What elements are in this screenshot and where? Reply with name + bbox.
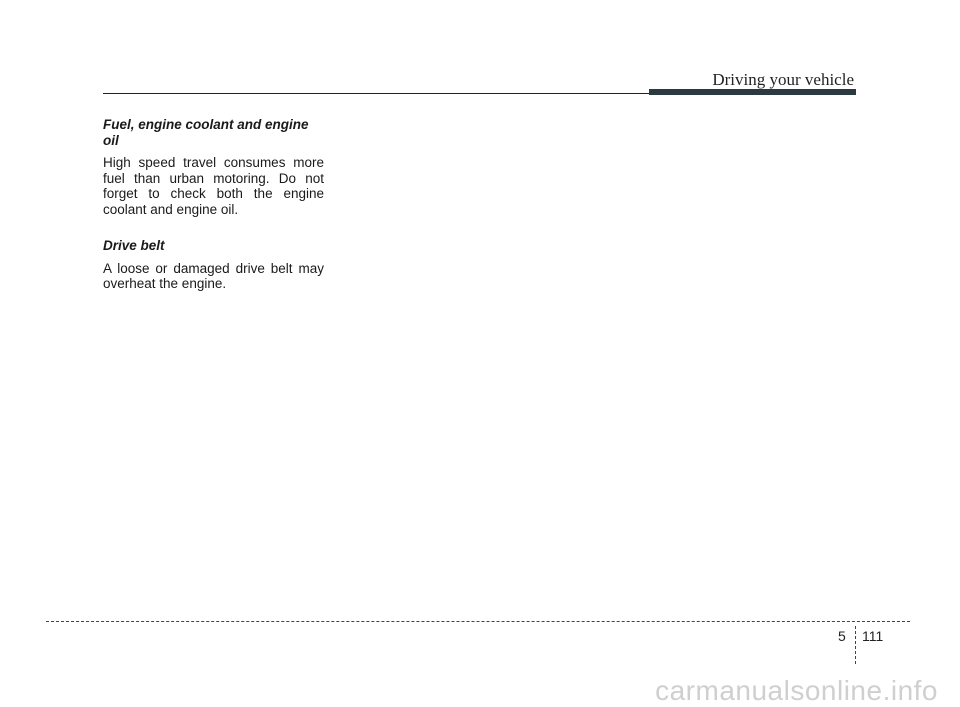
section-fuel-coolant-oil [103, 117, 324, 217]
main-column [103, 117, 324, 313]
section-drive-belt [103, 238, 324, 292]
header-rule [103, 93, 649, 94]
section-heading: Drive belt [103, 238, 165, 253]
header-accent-bar [649, 89, 856, 95]
watermark: carmanualsonline.info [655, 675, 938, 706]
page-number: 111 [862, 628, 884, 644]
section-body: High speed travel consumes more fuel than urban motoring. Do not forget to check both the engine coolant and engine oil. [103, 155, 324, 217]
section-body: A loose or damaged drive belt may overheat the engine. [103, 260, 324, 291]
footer-rule [46, 621, 910, 622]
section-heading: Fuel, engine coolant and engine oil [103, 117, 309, 148]
page-number-divider [855, 626, 856, 664]
chapter-title: Driving your vehicle [712, 70, 854, 89]
chapter-number: 5 [838, 628, 846, 644]
